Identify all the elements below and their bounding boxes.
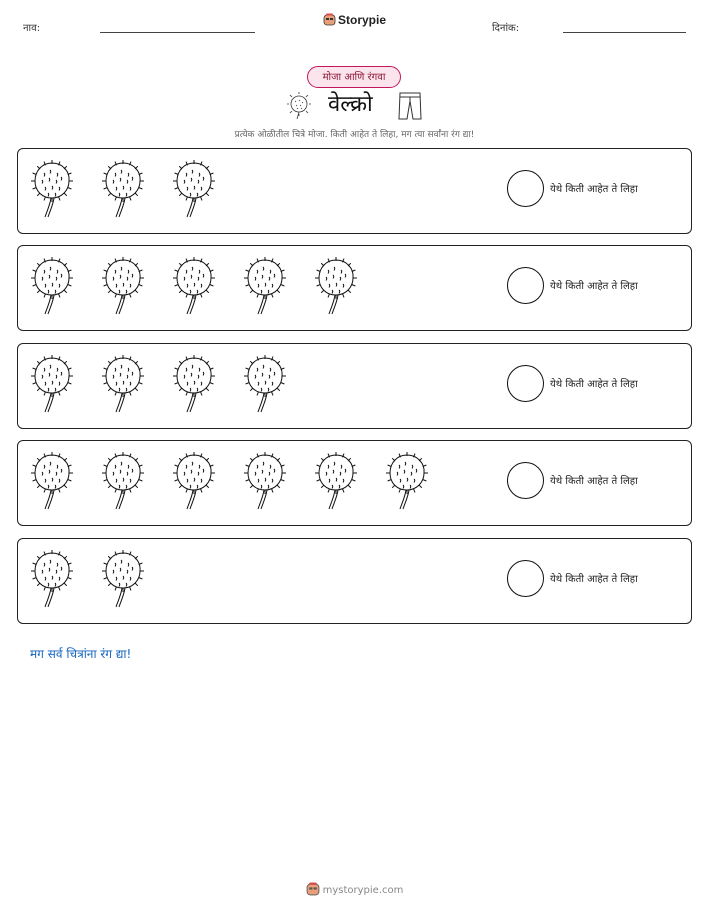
answer-circle[interactable]: [507, 560, 544, 597]
pants-icon: [397, 91, 423, 121]
velcro-burr-icon[interactable]: [243, 354, 287, 414]
counting-row: [17, 245, 692, 331]
velcro-burr-icon[interactable]: [101, 256, 145, 316]
velcro-burr-icon[interactable]: [101, 451, 145, 511]
velcro-burr-icon[interactable]: [243, 256, 287, 316]
velcro-burr-icon[interactable]: [385, 451, 429, 511]
answer-hint: येथे किती आहेत ते लिहा: [550, 379, 638, 390]
site-footer: [0, 882, 709, 896]
activity-badge: मोजा आणि रंगवा: [307, 66, 401, 88]
velcro-burr-icon[interactable]: [314, 256, 358, 316]
counting-row: [17, 148, 692, 234]
velcro-burr-icon[interactable]: [243, 451, 287, 511]
title-row: [0, 88, 709, 124]
velcro-burr-icon: [287, 92, 311, 120]
velcro-burr-icon[interactable]: [30, 354, 74, 414]
site-url: mystorypie.com: [322, 885, 404, 896]
velcro-burr-icon[interactable]: [30, 451, 74, 511]
velcro-burr-icon[interactable]: [30, 549, 74, 609]
answer-hint: येथे किती आहेत ते लिहा: [550, 476, 638, 487]
velcro-burr-icon[interactable]: [30, 159, 74, 219]
velcro-burr-icon[interactable]: [172, 256, 216, 316]
counting-row: [17, 440, 692, 526]
velcro-burr-icon[interactable]: [172, 354, 216, 414]
velcro-burr-icon[interactable]: [172, 159, 216, 219]
answer-circle[interactable]: [507, 170, 544, 207]
answer-hint: येथे किती आहेत ते लिहा: [550, 281, 638, 292]
velcro-burr-icon[interactable]: [101, 549, 145, 609]
velcro-burr-icon[interactable]: [101, 354, 145, 414]
storypie-logo-icon: [323, 13, 336, 26]
counting-row: [17, 343, 692, 429]
answer-circle[interactable]: [507, 462, 544, 499]
answer-hint: येथे किती आहेत ते लिहा: [550, 184, 638, 195]
name-label: नाव:: [23, 23, 41, 34]
answer-hint: येथे किती आहेत ते लिहा: [550, 574, 638, 585]
instruction-text: प्रत्येक ओळीतील चित्रे मोजा. किती आहेत ते लिहा, मग त्या सर्वांना रंग द्या!: [234, 130, 475, 140]
brand-logo: [0, 13, 709, 27]
counting-row: [17, 538, 692, 624]
name-line[interactable]: [100, 32, 255, 33]
velcro-burr-icon[interactable]: [101, 159, 145, 219]
answer-circle[interactable]: [507, 365, 544, 402]
date-line[interactable]: [563, 32, 686, 33]
date-label: दिनांक:: [492, 23, 520, 34]
velcro-burr-icon[interactable]: [30, 256, 74, 316]
velcro-burr-icon[interactable]: [172, 451, 216, 511]
storypie-logo-icon: [306, 882, 320, 896]
brand-name: Storypie: [337, 13, 386, 27]
velcro-burr-icon[interactable]: [314, 451, 358, 511]
page-title: वेल्क्रो: [328, 92, 373, 117]
answer-circle[interactable]: [507, 267, 544, 304]
color-all-message: मग सर्व चित्रांना रंग द्या!: [30, 647, 132, 661]
